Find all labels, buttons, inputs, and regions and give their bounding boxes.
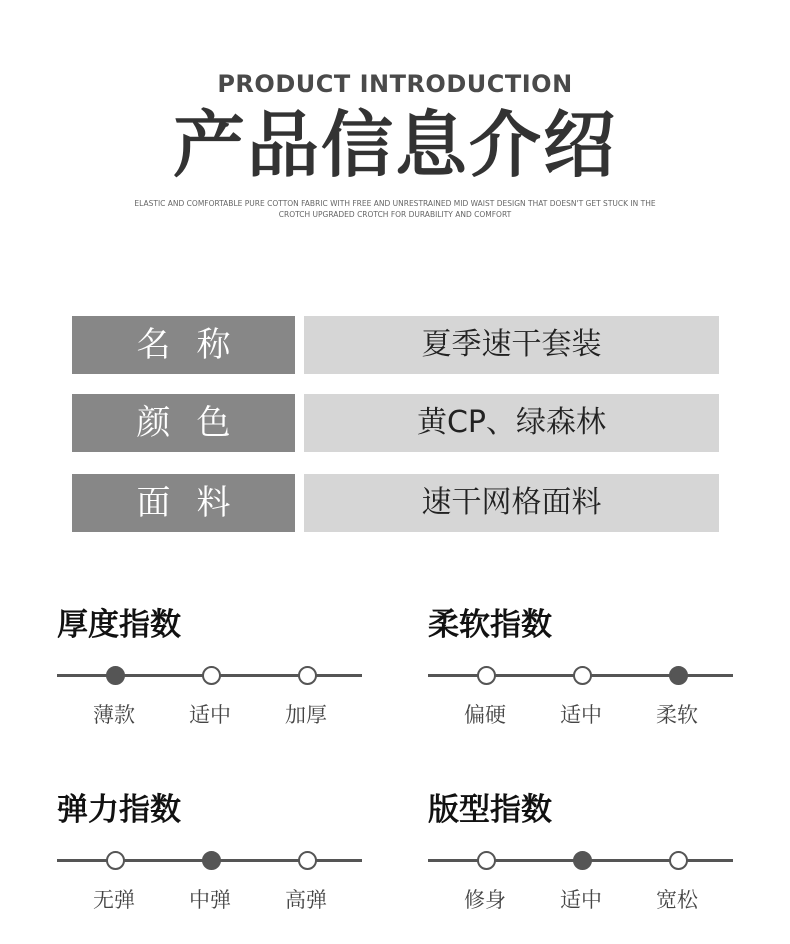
index-option: 高弹 <box>285 888 327 912</box>
index-dot <box>202 666 221 685</box>
index-dot <box>477 851 496 870</box>
english-title: PRODUCT INTRODUCTION <box>217 70 573 98</box>
index-dot <box>477 666 496 685</box>
index-dot-selected <box>573 851 592 870</box>
spec-label: 颜色 <box>72 394 295 452</box>
spec-row-name <box>72 316 719 374</box>
index-option: 偏硬 <box>464 703 506 727</box>
index-dot-selected <box>202 851 221 870</box>
index-option: 适中 <box>560 888 602 912</box>
spec-value: 夏季速干套装 <box>304 316 719 374</box>
index-dot <box>298 666 317 685</box>
index-dot <box>669 851 688 870</box>
index-dot <box>106 851 125 870</box>
chinese-title: 产品信息介绍 <box>172 103 617 187</box>
spec-row-color <box>72 394 719 452</box>
index-option: 宽松 <box>656 888 698 912</box>
index-dot <box>573 666 592 685</box>
index-option: 柔软 <box>656 703 698 727</box>
index-option: 加厚 <box>285 703 327 727</box>
spec-label: 面料 <box>72 474 295 532</box>
description-line-1: ELASTIC AND COMFORTABLE PURE COTTON FABRIC WITH FREE AND UNRESTRAINED MID WAIST DESIGN THAT DOESN'T GET STUCK IN THE <box>134 199 656 208</box>
spec-row-fabric <box>72 474 719 532</box>
spec-value: 黄CP、绿森林 <box>304 394 719 452</box>
description-line-2: CROTCH UPGRADED CROTCH FOR DURABILITY AND COMFORT <box>278 210 512 219</box>
index-option: 中弹 <box>189 888 231 912</box>
index-option: 薄款 <box>93 703 135 727</box>
index-title: 柔软指数 <box>428 607 552 643</box>
fit-index <box>428 792 733 922</box>
index-option: 适中 <box>560 703 602 727</box>
index-dot-selected <box>106 666 125 685</box>
softness-index <box>428 607 733 737</box>
thickness-index <box>57 607 362 737</box>
index-title: 版型指数 <box>428 792 552 828</box>
index-title: 弹力指数 <box>57 792 181 828</box>
index-dot <box>298 851 317 870</box>
elasticity-index <box>57 792 362 922</box>
spec-value: 速干网格面料 <box>304 474 719 532</box>
index-title: 厚度指数 <box>57 607 181 643</box>
index-option: 修身 <box>464 888 506 912</box>
index-dot-selected <box>669 666 688 685</box>
index-option: 适中 <box>189 703 231 727</box>
spec-label: 名称 <box>72 316 295 374</box>
index-option: 无弹 <box>93 888 135 912</box>
description <box>120 198 670 220</box>
